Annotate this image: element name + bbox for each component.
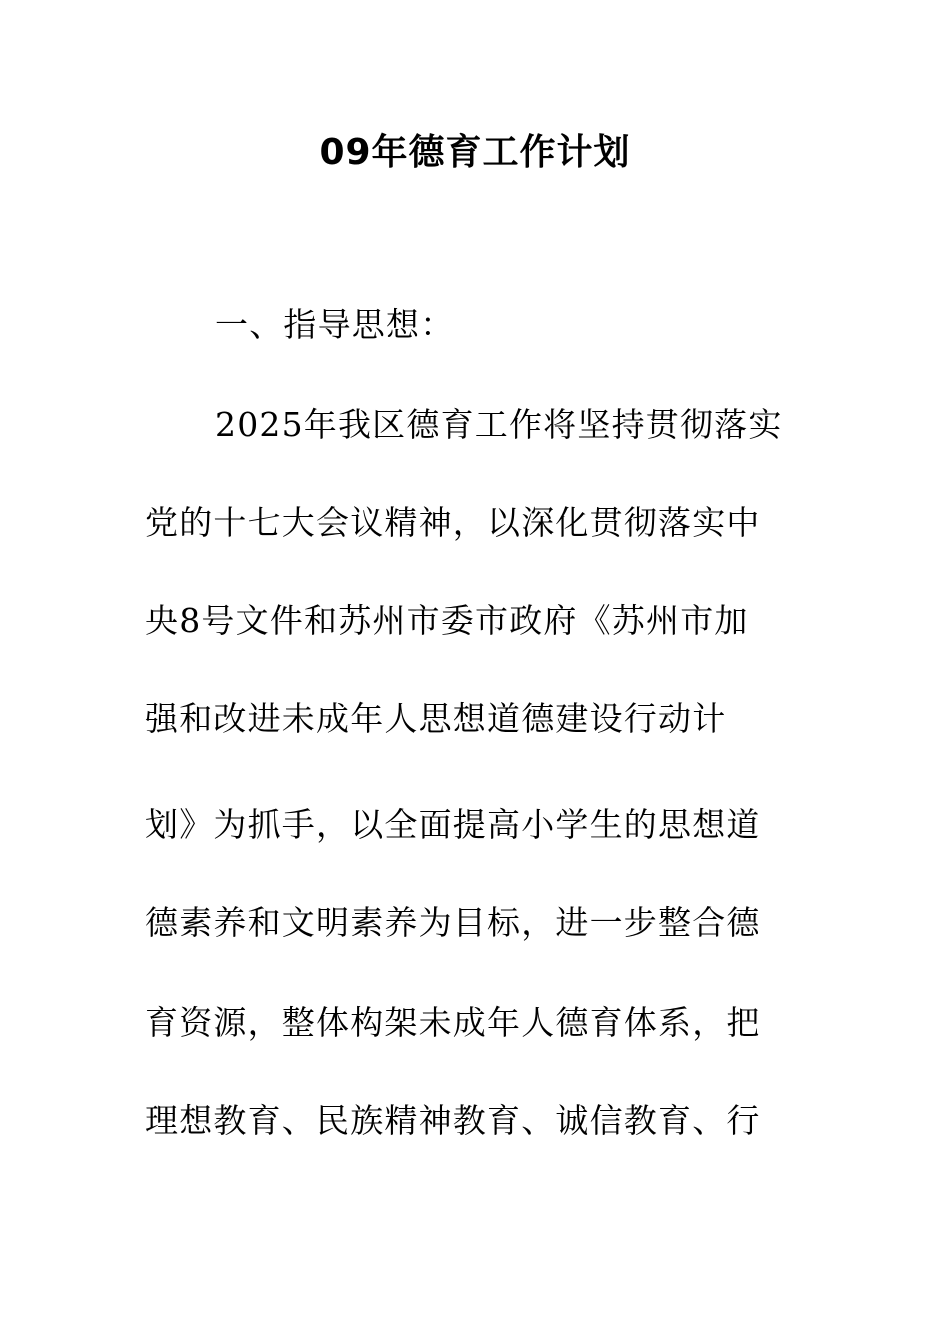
section-heading: 一、指导思想： [215,305,455,344]
paragraph-line: 央8号文件和苏州市委市政府《苏州市加 [145,601,749,640]
paragraph-line: 党的十七大会议精神，以深化贯彻落实中 [145,503,761,542]
paragraph-line: 理想教育、民族精神教育、诚信教育、行 [145,1101,761,1140]
paragraph-line: 划》为抓手，以全面提高小学生的思想道 [145,805,761,844]
paragraph-line: 强和改进未成年人思想道德建设行动计 [145,699,727,738]
paragraph-line: 育资源，整体构架未成年人德育体系，把 [145,1003,761,1042]
paragraph-line: 德素养和文明素养为目标，进一步整合德 [145,903,761,942]
paragraph-line: 2025年我区德育工作将坚持贯彻落实 [215,405,783,444]
document-title: 09年德育工作计划 [319,132,631,173]
